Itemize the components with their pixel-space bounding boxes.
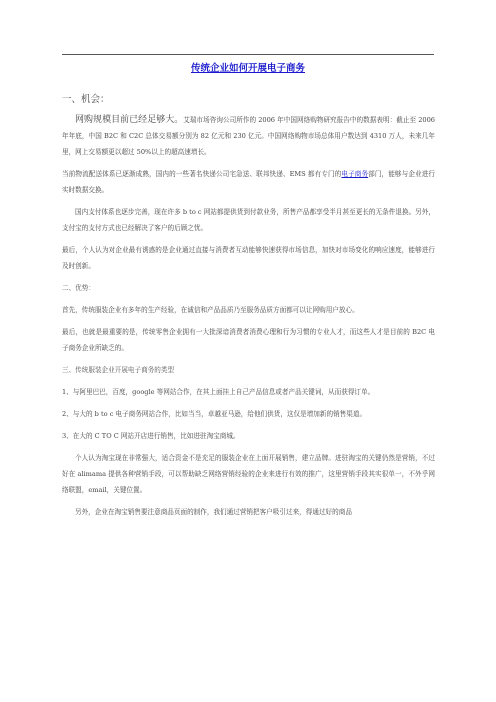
heading-types: 三、传统服装企业开展电子商务的类型 — [62, 366, 175, 374]
document-body — [62, 92, 435, 526]
paragraph-market-info: 最后，个人认为对企业最有诱惑的是企业通过直接与消费者互动能够快速获得市场信息，加快对市场变化的响应速度，能够进行及时创新。 — [62, 246, 435, 270]
list-item-2: 2、与大的 b to c 电子商务网站合作，比如当当，卓越亚马逊，给他们供货，这仅是增加新的销售渠道。 — [62, 410, 367, 418]
paragraph-experience: 首先，传统服装企业有多年的生产经验，在诚信和产品品质乃至服务品质方面都可以让网购用户放心。 — [62, 306, 359, 314]
paragraph-talent: 最后，也就是最重要的是，传统零售企业拥有一大批深谙消费者消费心理和行为习惯的专业人才，而这些人才是目前的 B2C 电子商务企业所缺乏的。 — [62, 328, 435, 352]
top-rule — [62, 54, 434, 55]
paragraph-lead: 网购规模目前已经足够大。 — [75, 115, 184, 125]
list-item-1: 1、与阿里巴巴，百度，google 等网站合作，在其上面挂上自己产品信息或者产品关键词，从而获得订单。 — [62, 388, 375, 396]
paragraph-logistics: 当前物流配送体系已逐渐成熟，国内的一些著名快递公司宅急送、联邦快递、EMS 都有专门的电子商务部门，能够与企业进行实时数据交换。 — [62, 170, 436, 194]
paragraph-market-size: 网购规模目前已经足够大。艾瑞市场咨询公司所作的 2006 年中国网络购物研究报告中的数据表明：截止至 2006 年年底，中国 B2C 和 C2C 总体交易额分别为 82 亿元和 230 亿元。中国网络购物市场总体用户数达到 4310 万人，未来几年里，网上交易额更以超过 50%以上的超高速增长。 — [62, 115, 435, 156]
document-title: 传统企业如何开展电子商务 — [190, 63, 305, 74]
ecommerce-link[interactable]: 电子商务 — [341, 170, 369, 178]
paragraph-payment: 国内支付体系也逐步完善，现在许多 b to c 网站都提供货到付款业务，所售产品都享受半月甚至更长的无条件退换。另外，支付宝的支付方式也已经解决了客户的后顾之忧。 — [62, 208, 435, 232]
heading-advantages: 二、优势： — [62, 284, 95, 292]
heading-opportunity: 一、机会： — [62, 94, 110, 105]
list-item-3: 3、在大的 C TO C 网站开店进行销售，比如进驻淘宝商城。 — [62, 432, 240, 440]
paragraph-product-page: 另外，企业在淘宝销售要注意商品页面的制作，我们通过营销把客户吸引过来，得通过好的商品 — [75, 508, 352, 516]
paragraph-taobao: 个人认为淘宝现在非常强大，适合资金不是充足的服装企业在上面开展销售，建立品牌。进驻淘宝的关键仍然是营销，不过好在 alimama 提供各种营销手段，可以帮助缺乏网络营销经验的企业来进行有效的推广，这里营销手段其实很单一，不外乎网络联盟，email，关键位置。 — [62, 454, 435, 494]
